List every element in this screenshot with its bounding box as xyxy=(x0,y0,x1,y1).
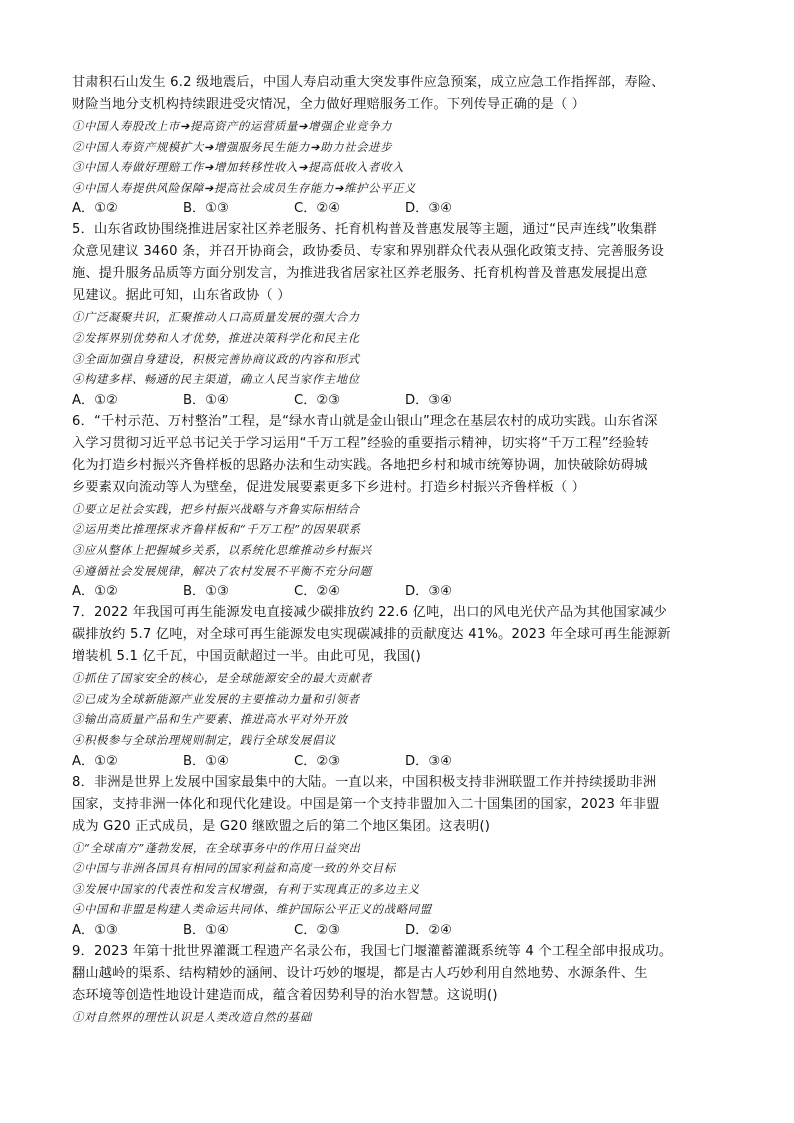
question-stem-line: 见建议。据此可知，山东省政协（ ） xyxy=(72,288,291,304)
statement-option: ②中国与非洲各国具有相同的国家利益和高度一致的外交目标 xyxy=(72,861,396,876)
choice-d: D．②④ xyxy=(405,922,452,938)
statement-option: ②已成为全球新能源产业发展的主要推动力量和引领者 xyxy=(72,691,360,706)
statement-option: ②发挥界别优势和人才优势，推进决策科学化和民主化 xyxy=(72,330,360,345)
question-stem-line: 甘肃积石山发生 6.2 级地震后，中国人寿启动重大突发事件应急预案，成立应急工作指挥部，寿险、 xyxy=(72,75,665,90)
choice-a: A．①③ xyxy=(72,922,118,938)
question-stem-line: 成为 G20 正式成员，是 G20 继欧盟之后的第二个地区集团。这表明() xyxy=(72,818,491,834)
choice-b: B．①③ xyxy=(183,584,229,600)
choice-c: C．②③ xyxy=(294,922,341,938)
question-stem-line: 5．山东省政协围绕推进居家社区养老服务、托育机构普及普惠发展等主题，通过“民声连线”收集群 xyxy=(72,222,657,238)
statement-option: ④积极参与全球治理规则制定，践行全球发展倡议 xyxy=(72,732,336,747)
question-stem-line: 众意见建议 3460 条，并召开协商会，政协委员、专家和界别群众代表从强化政策支持、完善服务设 xyxy=(72,244,665,260)
choice-b: B．①④ xyxy=(183,922,229,938)
statement-option: ④遵循社会发展规律，解决了农村发展不平衡不充分问题 xyxy=(72,563,372,578)
statement-option: ③中国人寿做好理赔工作➔增加转移性收入➔提高低收入者收入 xyxy=(72,160,405,175)
question-8 xyxy=(72,772,752,941)
answer-choices xyxy=(72,751,752,772)
answer-choices xyxy=(72,198,752,219)
choice-d: D．③④ xyxy=(405,392,452,408)
statement-option: ①“全球南方”蓬勃发展，在全球事务中的作用日益突出 xyxy=(72,840,361,855)
choice-c: C．②③ xyxy=(294,392,341,408)
choice-d: D．③④ xyxy=(405,753,452,769)
choice-b: B．①④ xyxy=(183,392,229,408)
question-stem-line: 化为打造乡村振兴齐鲁样板的思路办法和生动实践。各地把乡村和城市统筹协调，加快破除妨碍城 xyxy=(72,457,648,473)
question-7 xyxy=(72,602,752,771)
question-stem-line: 入学习贯彻习近平总书记关于学习运用“千万工程”经验的重要指示精神，切实将“千万工程”经验转 xyxy=(72,435,650,451)
question-stem-line: 国家，支持非洲一体化和现代化建设。中国是第一个支持非盟加入二十国集团的国家，2023 年非盟 xyxy=(72,796,660,812)
statement-option: ①中国人寿股改上市➔提高资产的运营质量➔增强企业竞争力 xyxy=(72,119,393,133)
answer-choices xyxy=(72,920,752,941)
choice-c: C．②④ xyxy=(294,584,341,600)
choice-b: B．①③ xyxy=(183,201,229,217)
choice-c: C．②④ xyxy=(294,201,341,217)
question-stem-line: 碳排放约 5.7 亿吨，对全球可再生能源发电实现碳减排的贡献度达 41%。2023 年全球可再生能源新 xyxy=(72,627,671,643)
choice-a: A．①② xyxy=(72,392,118,408)
statement-option: ④中国和非盟是构建人类命运共同体、维护国际公平正义的战略同盟 xyxy=(72,902,432,917)
statement-option: ①对自然界的理性认识是人类改造自然的基础 xyxy=(72,1009,312,1024)
exam-page xyxy=(72,72,752,1027)
statement-option: ①抓住了国家安全的核心，是全球能源安全的最大贡献者 xyxy=(72,671,372,686)
question-stem-line: 财险当地分支机构持续跟进受灾情况，全力做好理赔服务工作。下列传导正确的是（ ） xyxy=(72,97,586,112)
question-stem-line: 乡要素双向流动等人为壁垒，促进发展要素更多下乡进村。打造乡村振兴齐鲁样板（ ） xyxy=(72,479,586,495)
statement-option: ③输出高质量产品和生产要素、推进高水平对外开放 xyxy=(72,712,348,727)
question-stem-line: 施、提升服务品质等方面分别发言，为推进我省居家社区养老服务、托育机构普及普惠发展提出意 xyxy=(72,266,648,282)
answer-choices xyxy=(72,581,752,602)
question-stem-line: 翻山越岭的渠系、结构精妙的涵闸、设计巧妙的堰堤，都是古人巧妙利用自然地势、水源条件、生 xyxy=(72,965,648,981)
statement-option: ③发展中国家的代表性和发言权增强，有利于实现真正的多边主义 xyxy=(72,881,420,896)
statement-option: ①要立足社会实践，把乡村振兴战略与齐鲁实际相结合 xyxy=(72,501,360,516)
question-stem-line: 9．2023 年第十批世界灌溉工程遗产名录公布，我国七门堰灌蓄灌溉系统等 4 个工程全部申报成功。 xyxy=(72,943,673,959)
choice-a: A．①② xyxy=(72,753,118,769)
question-stem-line: 增装机 5.1 亿千瓦，中国贡献超过一半。由此可见，我国() xyxy=(72,649,421,665)
choice-a: A．①② xyxy=(72,584,118,600)
question-stem-line: 6．“千村示范、万村整治”工程，是“绿水青山就是金山银山”理念在基层农村的成功实践。山东省深 xyxy=(72,413,658,429)
choice-c: C．②③ xyxy=(294,753,341,769)
statement-option: ②运用类比推理探求齐鲁样板和“千万工程”的因果联系 xyxy=(72,522,361,537)
question-6 xyxy=(72,411,752,602)
question-stem-line: 态环境等创造性地设计建造而成，蕴含着因势利导的治水智慧。这说明() xyxy=(72,987,498,1003)
statement-option: ④构建多样、畅通的民主渠道，确立人民当家作主地位 xyxy=(72,372,360,387)
statement-option: ①广泛凝聚共识，汇聚推动人口高质量发展的强大合力 xyxy=(72,310,360,325)
question-stem-line: 7．2022 年我国可再生能源发电直接减少碳排放约 22.6 亿吨，出口的风电光伏产品为其他国家减少 xyxy=(72,605,668,621)
choice-b: B．①④ xyxy=(183,753,229,769)
statement-option: ②中国人寿资产规模扩大➔增强服务民生能力➔助力社会进步 xyxy=(72,139,393,154)
statement-option: ④中国人寿提供风险保障➔提高社会成员生存能力➔维护公平正义 xyxy=(72,180,417,195)
statement-option: ③应从整体上把握城乡关系，以系统化思维推动乡村振兴 xyxy=(72,542,372,557)
question-4 xyxy=(72,72,752,219)
choice-a: A．①② xyxy=(72,201,118,217)
choice-d: D．③④ xyxy=(405,584,452,600)
choice-d: D．③④ xyxy=(405,201,452,217)
question-stem-line: 8．非洲是世界上发展中国家最集中的大陆。一直以来，中国积极支持非洲联盟工作并持续援助非洲 xyxy=(72,774,657,790)
answer-choices xyxy=(72,390,752,411)
statement-option: ③全面加强自身建设，积极完善协商议政的内容和形式 xyxy=(72,351,360,366)
question-5 xyxy=(72,219,752,410)
question-9 xyxy=(72,941,752,1028)
